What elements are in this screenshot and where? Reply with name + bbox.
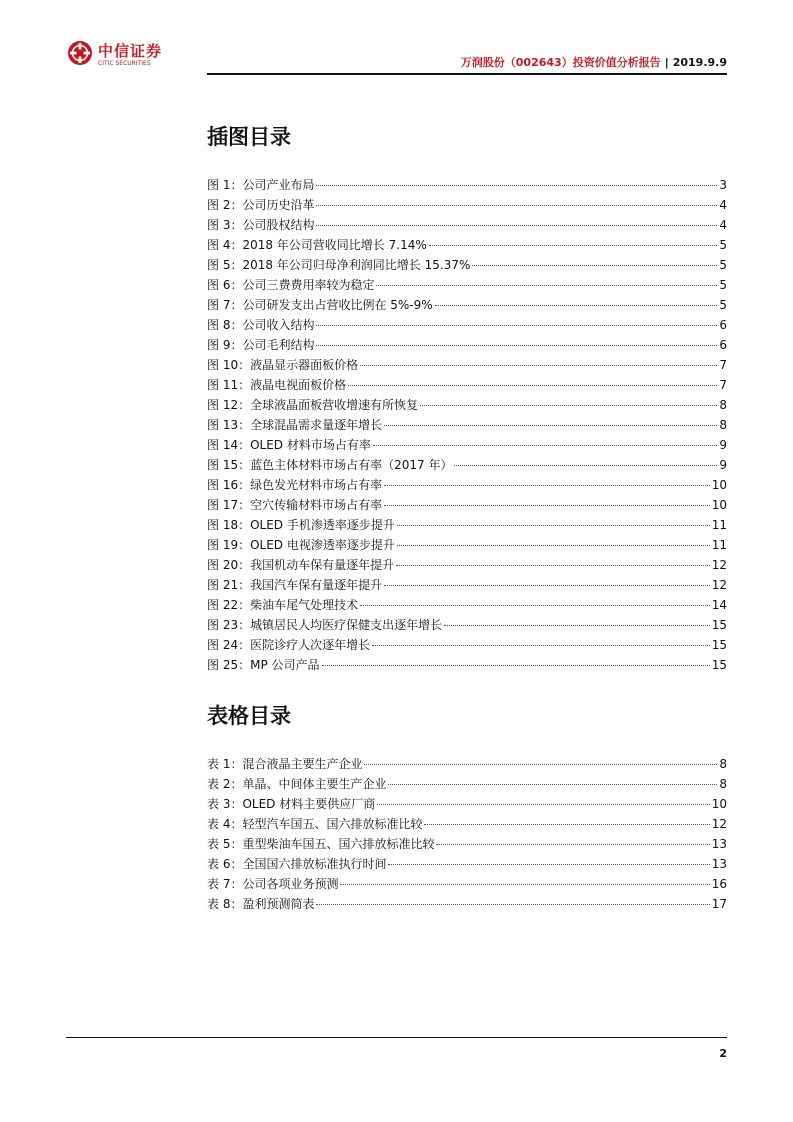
toc-entry[interactable]	[207, 515, 727, 535]
toc-entry-page: 4	[719, 218, 727, 232]
toc-entry[interactable]	[207, 435, 727, 455]
toc-entry[interactable]	[207, 834, 727, 854]
toc-dot-leader	[316, 205, 717, 206]
toc-dot-leader	[316, 904, 709, 905]
toc-dot-leader	[435, 305, 718, 306]
toc-dot-leader	[472, 265, 717, 266]
toc-entry[interactable]	[207, 894, 727, 914]
toc-entry-label: 图 13：全球混晶需求量逐年增长	[207, 418, 383, 432]
toc-entry[interactable]	[207, 455, 727, 475]
toc-entry-page: 5	[719, 278, 727, 292]
toc-dot-leader	[322, 665, 710, 666]
header-divider	[207, 73, 727, 75]
toc-entry-page: 6	[719, 318, 727, 332]
toc-dot-leader	[372, 645, 710, 646]
toc-entry[interactable]	[207, 774, 727, 794]
toc-entry[interactable]	[207, 854, 727, 874]
toc-entry-label: 图 24：医院诊疗人次逐年增长	[207, 638, 371, 652]
toc-dot-leader	[397, 525, 710, 526]
toc-dot-leader	[316, 345, 717, 346]
toc-entry[interactable]	[207, 555, 727, 575]
toc-entry-page: 6	[719, 338, 727, 352]
toc-dot-leader	[384, 485, 710, 486]
toc-entry-page: 8	[719, 777, 727, 791]
toc-entry[interactable]	[207, 874, 727, 894]
toc-entry[interactable]	[207, 814, 727, 834]
toc-entry[interactable]	[207, 794, 727, 814]
page-number: 2	[719, 1047, 727, 1060]
toc-entry-label: 图 25：MP 公司产品	[207, 658, 320, 672]
toc-entry-label: 图 21：我国汽车保有量逐年提升	[207, 578, 383, 592]
toc-entry-label: 图 18：OLED 手机渗透率逐步提升	[207, 518, 395, 532]
toc-entry-page: 8	[719, 418, 727, 432]
toc-entry-label: 表 3：OLED 材料主要供应厂商	[207, 797, 376, 811]
toc-entry-page: 13	[711, 837, 727, 851]
toc-dot-leader	[377, 804, 710, 805]
toc-entry-page: 13	[711, 857, 727, 871]
toc-entry[interactable]	[207, 575, 727, 595]
toc-dot-leader	[436, 844, 709, 845]
toc-entry-label: 图 20：我国机动车保有量逐年提升	[207, 558, 395, 572]
toc-entry[interactable]	[207, 215, 727, 235]
toc-dot-leader	[316, 225, 717, 226]
toc-entry-label: 图 4：2018 年公司营收同比增长 7.14%	[207, 238, 427, 252]
toc-entry-page: 9	[719, 458, 727, 472]
tables-index-list	[207, 754, 727, 914]
toc-entry[interactable]	[207, 615, 727, 635]
toc-entry-label: 图 15：蓝色主体材料市场占有率（2017 年）	[207, 458, 453, 472]
toc-entry-page: 15	[711, 658, 727, 672]
toc-entry-label: 图 5：2018 年公司归母净利润同比增长 15.37%	[207, 258, 471, 272]
toc-entry-label: 图 6：公司三费费用率较为稳定	[207, 278, 375, 292]
toc-dot-leader	[384, 425, 717, 426]
toc-entry-label: 图 8：公司收入结构	[207, 318, 315, 332]
toc-entry[interactable]	[207, 275, 727, 295]
toc-dot-leader	[360, 605, 710, 606]
figures-index-list	[207, 175, 727, 675]
toc-entry-label: 图 9：公司毛利结构	[207, 338, 315, 352]
toc-entry-label: 图 10：液晶显示器面板价格	[207, 358, 359, 372]
toc-entry-page: 17	[711, 897, 727, 911]
toc-entry-page: 16	[711, 877, 727, 891]
toc-entry-label: 图 22：柴油车尾气处理技术	[207, 598, 359, 612]
toc-entry-label: 表 4：轻型汽车国五、国六排放标准比较	[207, 817, 423, 831]
toc-entry-label: 图 23：城镇居民人均医疗保健支出逐年增长	[207, 618, 443, 632]
toc-entry-page: 11	[711, 518, 727, 532]
toc-dot-leader	[340, 884, 709, 885]
toc-entry-label: 表 5：重型柴油车国五、国六排放标准比较	[207, 837, 435, 851]
toc-entry-label: 表 1：混合液晶主要生产企业	[207, 757, 363, 771]
toc-entry-page: 4	[719, 198, 727, 212]
toc-dot-leader	[388, 784, 717, 785]
toc-entry-page: 14	[711, 598, 727, 612]
toc-entry-label: 图 19：OLED 电视渗透率逐步提升	[207, 538, 395, 552]
toc-entry[interactable]	[207, 754, 727, 774]
toc-entry[interactable]	[207, 315, 727, 335]
toc-dot-leader	[384, 505, 710, 506]
toc-entry-page: 7	[719, 378, 727, 392]
toc-entry-label: 图 17：空穴传输材料市场占有率	[207, 498, 383, 512]
toc-entry[interactable]	[207, 495, 727, 515]
toc-dot-leader	[454, 465, 717, 466]
toc-dot-leader	[364, 764, 717, 765]
toc-entry[interactable]	[207, 375, 727, 395]
toc-entry-page: 12	[711, 817, 727, 831]
toc-entry[interactable]	[207, 595, 727, 615]
toc-dot-leader	[384, 585, 710, 586]
toc-entry-page: 15	[711, 618, 727, 632]
toc-entry-page: 7	[719, 358, 727, 372]
toc-entry[interactable]	[207, 355, 727, 375]
toc-entry-page: 12	[711, 578, 727, 592]
toc-entry-label: 图 14：OLED 材料市场占有率	[207, 438, 371, 452]
toc-entry[interactable]	[207, 415, 727, 435]
toc-entry-label: 图 16：绿色发光材料市场占有率	[207, 478, 383, 492]
toc-entry-page: 8	[719, 757, 727, 771]
toc-entry-label: 图 2：公司历史沿革	[207, 198, 315, 212]
toc-entry-page: 12	[711, 558, 727, 572]
report-header	[461, 54, 727, 70]
toc-entry[interactable]	[207, 255, 727, 275]
toc-entry[interactable]	[207, 635, 727, 655]
citic-logo-icon	[67, 40, 93, 66]
toc-entry-label: 图 12：全球液晶面板营收增速有所恢复	[207, 398, 419, 412]
toc-entry-label: 图 11：液晶电视面板价格	[207, 378, 347, 392]
toc-entry-page: 3	[719, 178, 727, 192]
toc-entry-page: 5	[719, 298, 727, 312]
toc-entry-page: 9	[719, 438, 727, 452]
header-separator: |	[664, 56, 669, 69]
toc-entry-label: 表 8：盈利预测简表	[207, 897, 315, 911]
toc-dot-leader	[420, 405, 717, 406]
toc-entry[interactable]	[207, 335, 727, 355]
toc-entry[interactable]	[207, 535, 727, 555]
toc-entry[interactable]	[207, 475, 727, 495]
toc-entry-label: 图 3：公司股权结构	[207, 218, 315, 232]
toc-entry[interactable]	[207, 175, 727, 195]
report-title: 万润股份（002643）投资价值分析报告	[460, 56, 661, 69]
toc-entry[interactable]	[207, 295, 727, 315]
toc-entry-page: 10	[711, 797, 727, 811]
tables-index-title: 表格目录	[207, 704, 291, 728]
toc-dot-leader	[316, 325, 717, 326]
toc-dot-leader	[376, 285, 717, 286]
toc-entry[interactable]	[207, 655, 727, 675]
toc-dot-leader	[316, 185, 717, 186]
toc-entry-label: 表 2：单晶、中间体主要生产企业	[207, 777, 387, 791]
toc-dot-leader	[429, 245, 718, 246]
toc-dot-leader	[444, 625, 710, 626]
toc-entry-label: 图 1：公司产业布局	[207, 178, 315, 192]
toc-entry-label: 图 7：公司研发支出占营收比例在 5%-9%	[207, 298, 433, 312]
logo-english-name: CITIC SECURITIES	[98, 60, 151, 67]
toc-entry-page: 8	[719, 398, 727, 412]
toc-dot-leader	[388, 864, 709, 865]
footer-divider	[66, 1037, 727, 1038]
toc-dot-leader	[373, 445, 718, 446]
toc-entry-page: 10	[711, 498, 727, 512]
figures-index-title: 插图目录	[207, 125, 291, 149]
toc-entry-page: 5	[719, 258, 727, 272]
logo-chinese-name: 中信证券	[98, 42, 163, 60]
toc-entry-label: 表 7：公司各项业务预测	[207, 877, 339, 891]
toc-entry[interactable]	[207, 395, 727, 415]
toc-entry-page: 5	[719, 238, 727, 252]
toc-entry[interactable]	[207, 195, 727, 215]
toc-entry[interactable]	[207, 235, 727, 255]
toc-dot-leader	[396, 565, 710, 566]
toc-entry-page: 10	[711, 478, 727, 492]
toc-dot-leader	[348, 385, 717, 386]
report-date: 2019.9.9	[672, 56, 727, 69]
toc-entry-label: 表 6：全国国六排放标准执行时间	[207, 857, 387, 871]
toc-dot-leader	[424, 824, 709, 825]
toc-entry-page: 11	[711, 538, 727, 552]
toc-dot-leader	[360, 365, 717, 366]
toc-entry-page: 15	[711, 638, 727, 652]
company-logo	[67, 40, 187, 80]
toc-dot-leader	[397, 545, 710, 546]
